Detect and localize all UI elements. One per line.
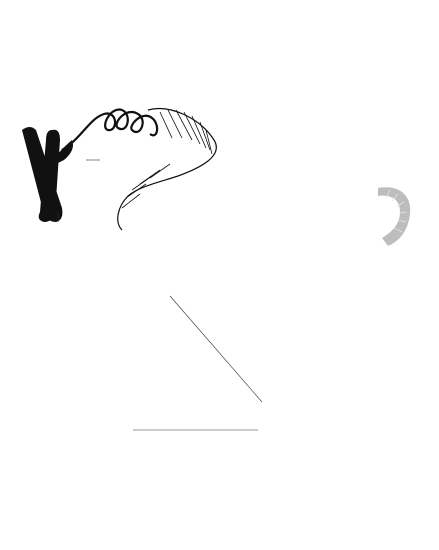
chromosome-shape	[22, 127, 73, 222]
helix-rungs	[122, 110, 212, 208]
pointer-line-fork	[170, 296, 262, 402]
coiled-fiber	[62, 110, 157, 150]
helix-curl	[378, 187, 410, 246]
